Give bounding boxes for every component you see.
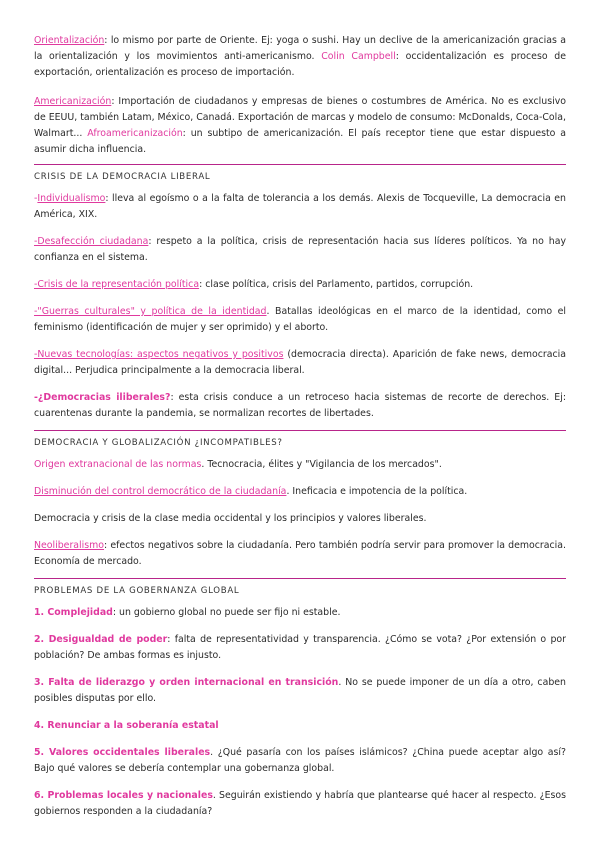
text-orientalizacion-2: : occidentalización es proceso de exportación, orientalización es proceso de importación. (34, 51, 567, 78)
paragraph-orientalizacion (34, 33, 566, 81)
term-valores-occidentales: 5. Valores occidentales liberales (34, 747, 211, 758)
term-crisis-representacion: -Crisis de la representación política (34, 279, 200, 290)
list-item (34, 277, 566, 293)
term-complejidad: 1. Complejidad (34, 607, 113, 618)
item-text: Democracia y crisis de la clase media occidental y los principios y valores liberales. (34, 513, 427, 524)
item-text: . Ineficacia e impotencia de la política. (286, 486, 468, 497)
item-text: : falta de representatividad y transparencia. ¿Cómo se vota? ¿Por extensión o por población? De ambas formas es injusto. (34, 634, 566, 661)
text-americanizacion-2: : un subtipo de americanización. El país receptor tiene que estar dispuesto a asumir dicha influencia. (34, 128, 566, 155)
section-heading-gobernanza: PROBLEMAS DE LA GOBERNANZA GLOBAL (34, 586, 240, 596)
text-orientalizacion-1: : lo mismo por parte de Oriente. Ej: yoga o sushi. Hay un declive de la americanización gracias a la orientalización y los movimientos anti-americanismo. (34, 35, 566, 62)
item-text: . Tecnocracia, élites y "Vigilancia de los mercados". (201, 459, 442, 470)
section-divider (34, 164, 566, 165)
term-guerras-culturales: -"Guerras culturales" y política de la identidad (34, 306, 267, 317)
item-text: : efectos negativos sobre la ciudadanía. Pero también podría servir para promover la democracia. Economía de mercado. (34, 540, 566, 567)
item-text: : esta crisis conduce a un retroceso hacia sistemas de recorte de derechos. Ej: cuarentenas durante la pandemia, se normalizan recortes de libertades. (34, 392, 566, 419)
term-desafeccion: -Desafección ciudadana (34, 236, 149, 247)
author-colin-campbell: Colin Campbell (321, 51, 396, 62)
term-democracias-iliberales: -¿Democracias iliberales? (34, 392, 171, 403)
term-problemas-locales: 6. Problemas locales y nacionales (34, 790, 213, 801)
term-afroamericanizacion: Afroamericanización (87, 128, 183, 139)
item-text: . No se puede imponer de un día a otro, caben posibles disputas por ello. (34, 677, 566, 704)
list-item (34, 788, 566, 820)
item-text: : clase política, crisis del Parlamento, partidos, corrupción. (199, 279, 474, 290)
term-falta-liderazgo: 3. Falta de liderazgo y orden internacional en transición (34, 677, 339, 688)
list-item (34, 745, 566, 777)
term-orientalizacion: Orientalización (34, 35, 105, 46)
section-heading-crisis: CRISIS DE LA DEMOCRACIA LIBERAL (34, 172, 211, 182)
list-item (34, 511, 566, 527)
item-text: : lleva al egoísmo o a la falta de tolerancia a los demás. Alexis de Tocqueville, La democracia en América, XIX. (34, 193, 566, 220)
item-text: . Seguirán existiendo y habría que plantearse qué hacer al respecto. ¿Esos gobiernos responden a la ciudadanía? (34, 790, 566, 817)
list-item (34, 234, 566, 266)
list-item (34, 304, 566, 336)
item-text: . ¿Qué pasaría con los países islámicos? ¿China puede aceptar algo así? Bajo qué valores se debería contemplar una gobernanza global. (34, 747, 566, 774)
term-origen-extranacional: Origen extranacional de las normas (34, 459, 202, 470)
list-item (34, 484, 566, 500)
list-item (34, 457, 566, 473)
term-renunciar-soberania: 4. Renunciar a la soberanía estatal (34, 720, 219, 731)
document-content (34, 33, 566, 820)
section-heading-globalizacion: DEMOCRACIA Y GLOBALIZACIÓN ¿INCOMPATIBLES? (34, 438, 283, 448)
item-text: (democracia directa). Aparición de fake news, democracia digital... Perjudica principalmente a la democracia liberal. (34, 349, 567, 376)
paragraph-americanizacion (34, 94, 566, 158)
term-americanizacion: Americanización (34, 96, 112, 107)
item-prefix: - (34, 193, 38, 204)
list-item (34, 347, 566, 379)
item-text: . Batallas ideológicas en el marco de la identidad, como el feminismo (identificación de mujer y ser oprimido) y el aborto. (34, 306, 566, 333)
term-neoliberalismo: Neoliberalismo (34, 540, 105, 551)
term-desigualdad-poder: 2. Desigualdad de poder (34, 634, 168, 645)
list-item (34, 538, 566, 570)
section-divider (34, 430, 566, 431)
list-item (34, 191, 566, 223)
item-text: : respeto a la política, crisis de representación hacia sus líderes políticos. Ya no hay confianza en el sistema. (34, 236, 566, 263)
list-item (34, 675, 566, 707)
list-item (34, 718, 566, 734)
term-disminucion-control: Disminución del control democrático de la ciudadanía (34, 486, 287, 497)
text-americanizacion-1: : Importación de ciudadanos y empresas de bienes o costumbres de América. No es exclusivo de EEUU, también Latam, México, Canadá. Exportación de marcas y modelo de consumo: McDonalds, Coca-Cola, Walmart... (34, 96, 566, 139)
term-individualismo: Individualismo (37, 193, 106, 204)
section-divider (34, 578, 566, 579)
term-nuevas-tecnologias: -Nuevas tecnologías: aspectos negativos y positivos (34, 349, 284, 360)
list-item (34, 632, 566, 664)
list-item (34, 390, 566, 422)
item-text: : un gobierno global no puede ser fijo ni estable. (112, 607, 341, 618)
list-item (34, 605, 566, 621)
